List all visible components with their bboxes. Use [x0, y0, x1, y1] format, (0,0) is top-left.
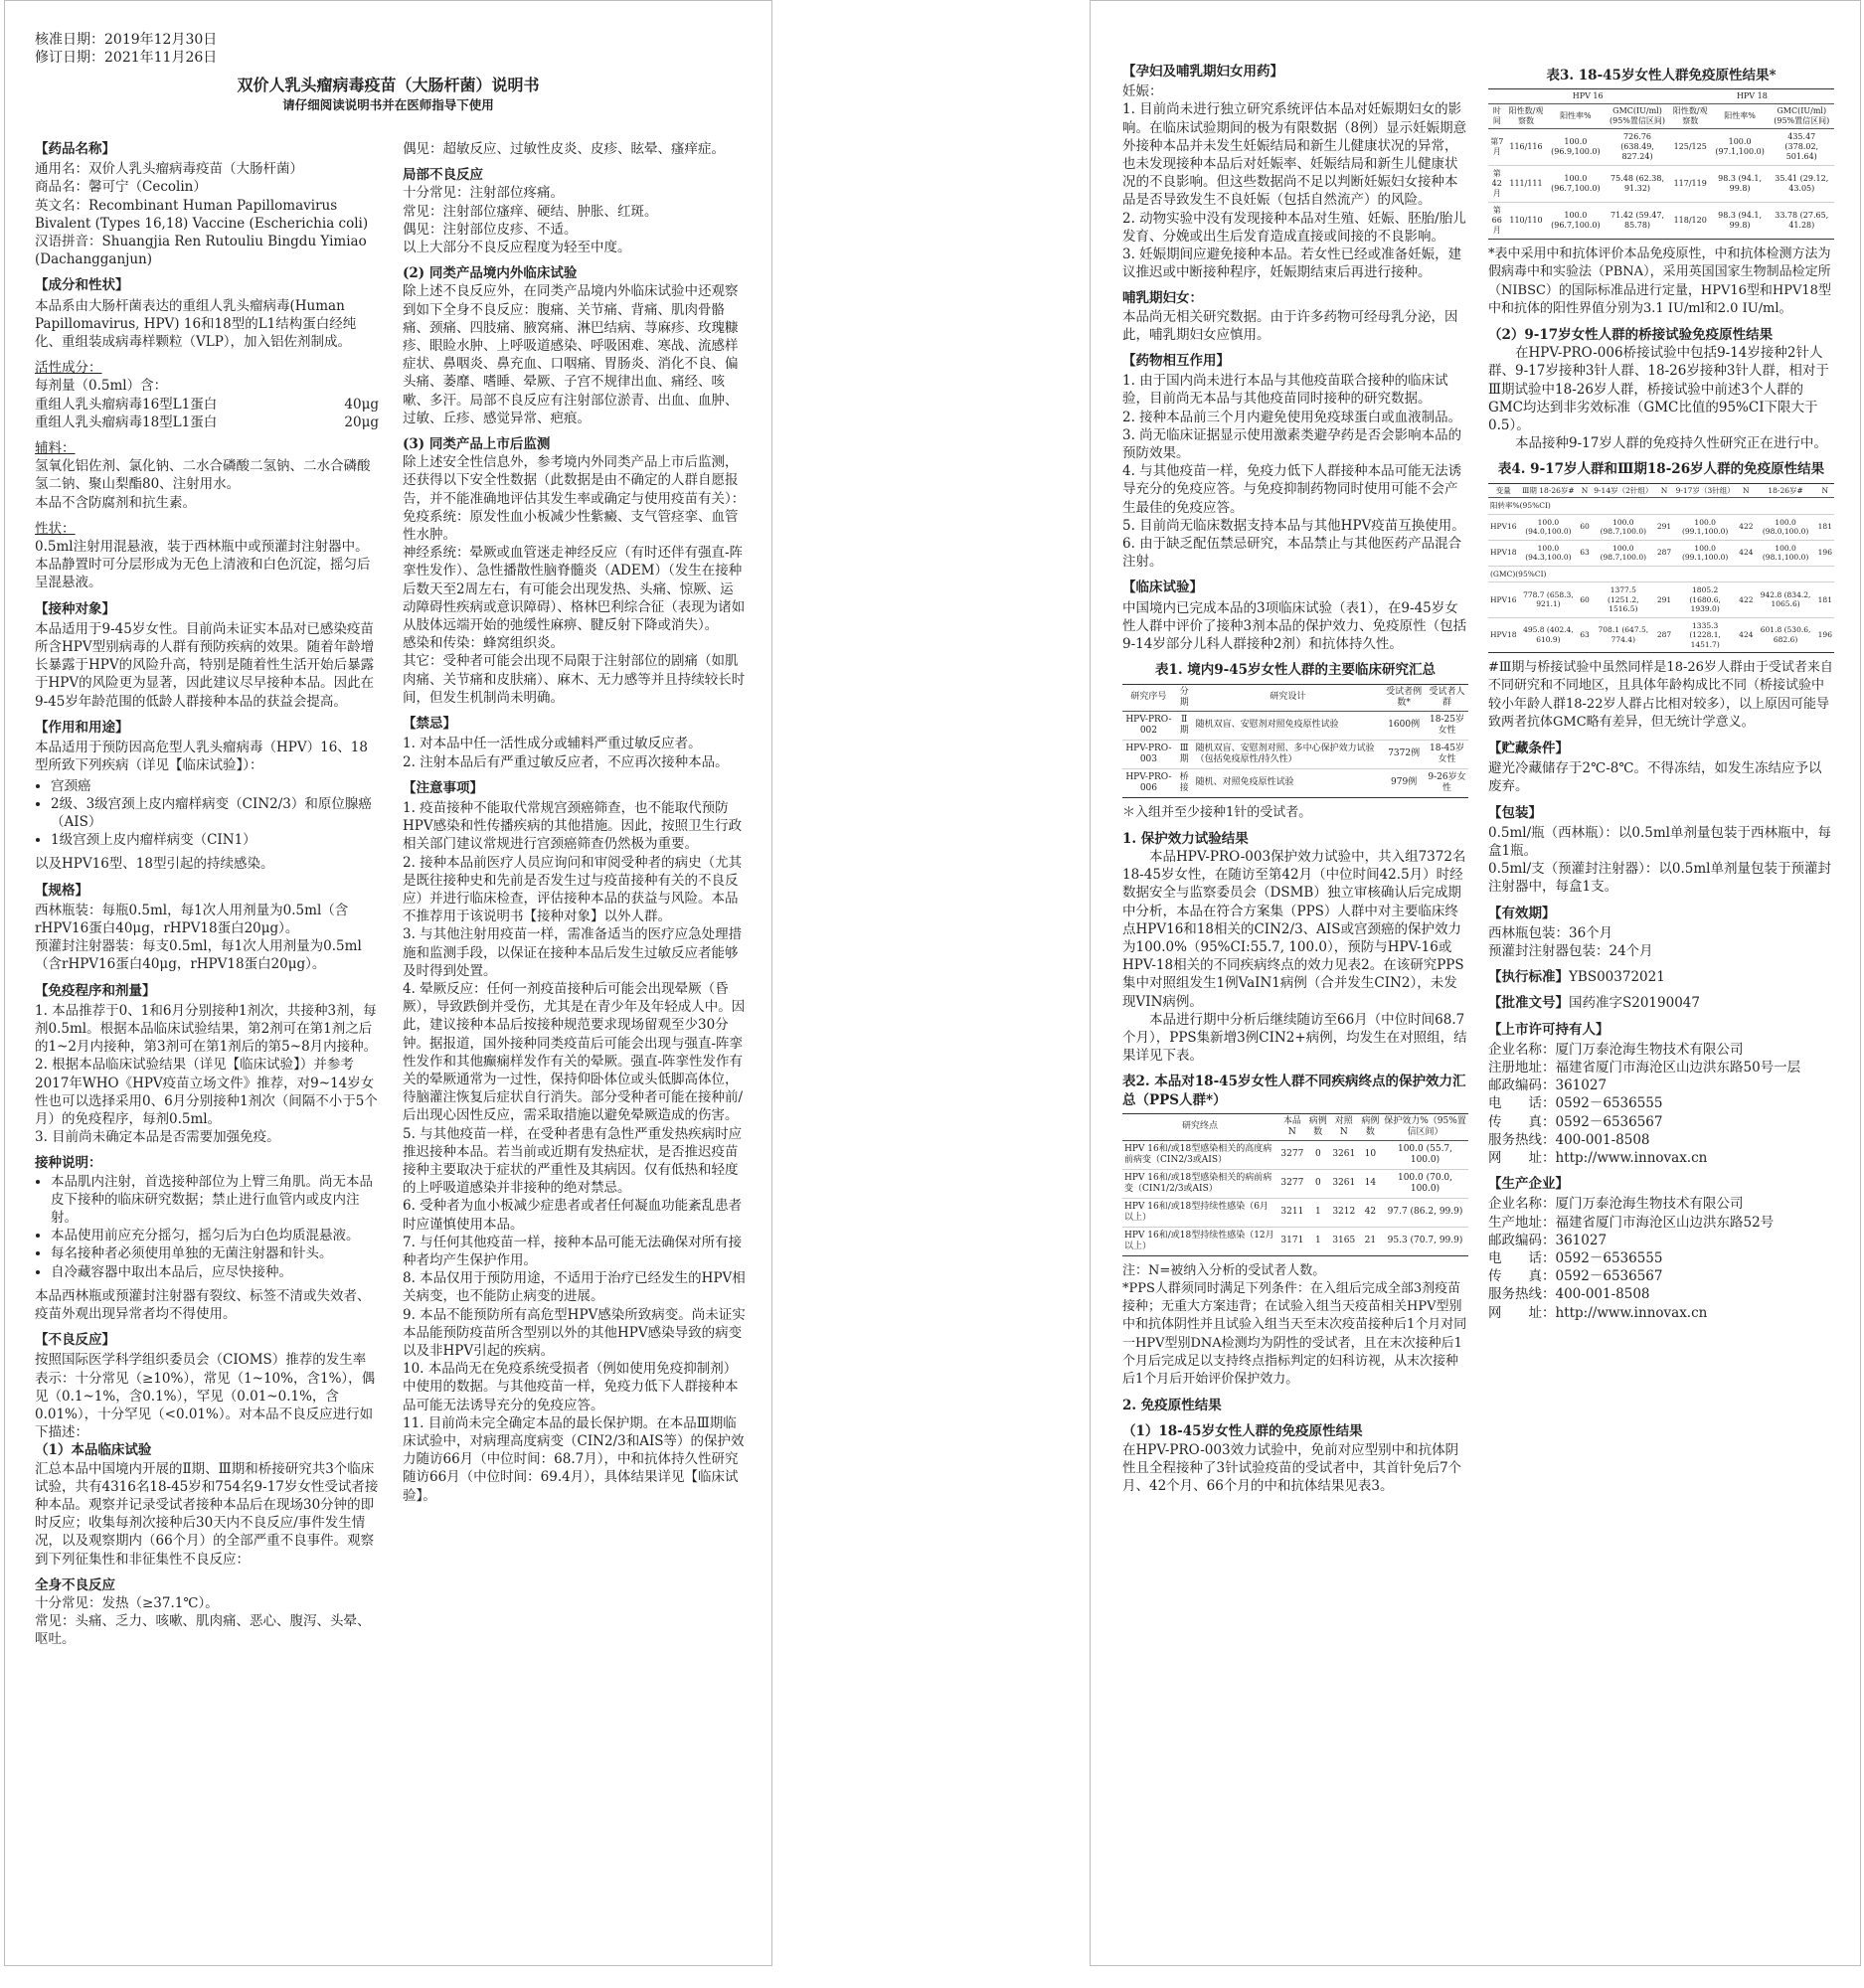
use-after: 以及HPV16型、18型引起的持续感染。 — [35, 856, 274, 873]
table2-note-1: 注：N=被纳入分析的受试者人数。 — [1122, 1262, 1326, 1278]
section-validity-heading: 【有效期】 — [1488, 905, 1556, 921]
maker-hotline: 服务热线：400-001-8508 — [1488, 1286, 1650, 1303]
interaction-item: 4. 与其他疫苗一样，免疫力低下人群接种本品可能无法诱导充分的免疫应答。与免疫抑制药物同时使用可能不会产生最佳的免疫应答。 — [1122, 463, 1462, 516]
table-cell: 95.3 (70.7, 99.9) — [1382, 1227, 1468, 1255]
table1-title: 表1. 境内9-45岁女性人群的主要临床研究汇总 — [1154, 662, 1437, 679]
left-leaflet-page — [4, 0, 772, 1966]
local-4: 以上大部分不良反应程度为轻至中度。 — [403, 240, 631, 256]
table4-header: N — [1737, 483, 1755, 498]
bridge-p2: 本品接种9-17岁人群的免疫持久性研究正在进行中。 — [1515, 435, 1827, 452]
properties-text-1: 0.5ml注射用混悬液，装于西林瓶中或预灌封注射器中。 — [35, 539, 369, 556]
table-cell: 435.47 (378.02, 501.64) — [1770, 129, 1835, 166]
table-cell: HPV-PRO-003 — [1122, 740, 1175, 768]
section-contra-heading: 【禁忌】 — [403, 716, 456, 733]
use-text: 本品适用于预防因高危型人乳头瘤病毒（HPV）16、18型所致下列疾病（详见【临床试验】）： — [35, 740, 368, 774]
table-cell: 942.8 (834.2, 1065.6) — [1756, 582, 1816, 618]
table-row — [1122, 1169, 1468, 1198]
dose-line: 每剂量（0.5ml）含： — [35, 378, 168, 395]
table-cell: 3261 — [1329, 1169, 1359, 1198]
table-cell: 97.7 (86.2, 99.9) — [1382, 1198, 1468, 1227]
active-18 — [35, 414, 379, 431]
section-use-heading: 【作用和用途】 — [35, 719, 129, 736]
table-cell: 100.0 (99.1,100.0) — [1673, 540, 1737, 566]
table-cell: 116/116 — [1506, 129, 1547, 166]
table-cell: 3212 — [1329, 1198, 1359, 1227]
table2 — [1122, 1113, 1468, 1256]
table-cell: 75.48 (62.38, 91.32) — [1605, 166, 1669, 203]
interaction-item: 5. 目前尚无临床数据支持本品与其他HPV疫苗互换使用。 — [1122, 517, 1465, 534]
table-cell: 随机双盲、安慰剂对照、多中心保护效力试验（包括免疫原性/持久性） — [1194, 740, 1383, 768]
holder-zip: 邮政编码：361027 — [1488, 1077, 1608, 1094]
table-cell: Ⅲ期 — [1175, 740, 1194, 768]
adverse-s2-heading: (2) 同类产品境内外临床试验 — [403, 265, 578, 282]
table3-header: 阳性数/观察数 — [1670, 104, 1711, 129]
table3-note: *表中采用中和抗体评价本品免疫原性，中和抗体检测方法为假病毒中和实验法（PBNA），采用英国国家生物制品检定所（NIBSC）的国际标准品进行定量，HPV16型和HPV18型中和抗体的阳性界值分别为3.1 IU/ml和2.0 IU/ml。 — [1488, 247, 1831, 316]
use-item: • 1级宫颈上皮内瘤样病变（CIN1） — [51, 831, 379, 849]
instruction-item: • 每名接种者必须使用单独的无菌注射器和针头。 — [51, 1244, 379, 1262]
section-interaction-heading: 【药物相互作用】 — [1122, 353, 1230, 370]
table-cell: 随机、对照免疫原性试验 — [1194, 768, 1383, 797]
table-cell: 随机双盲、安慰剂对照免疫原性试验 — [1194, 711, 1383, 740]
table-cell: 601.8 (530.6, 682.6) — [1756, 617, 1816, 653]
section-approval-heading: 【批准文号】 — [1488, 995, 1569, 1012]
table2-title: 表2. 本品对18-45岁女性人群不同疾病终点的保护效力汇总（PPS人群*） — [1122, 1074, 1466, 1108]
contra-item: 2. 注射本品后有严重过敏反应者，不应再次接种本品。 — [403, 753, 729, 770]
table-cell: 98.3 (94.1, 99.8) — [1711, 203, 1770, 240]
adverse-s3-heading: (3) 同类产品上市后监测 — [403, 436, 551, 453]
adverse-s3-text-5: 其它：受种者可能会出现不局限于注射部位的剧痛（如肌肉痛、关节痛和皮肤痛）、麻木、无力感等并且持续较长时间，但发生机制尚未明确。 — [403, 653, 746, 706]
right-leaflet-page — [1090, 0, 1861, 1966]
interaction-item: 2. 接种本品前三个月内避免使用免疫球蛋白或血液制品。 — [1122, 409, 1462, 425]
table4-title: 表4. 9-17岁人群和Ⅲ期18-26岁人群的免疫原性结果 — [1497, 461, 1825, 478]
holder-address: 注册地址：福建省厦门市海沧区山边洪东路50号一层 — [1488, 1060, 1801, 1076]
table4-header: 18-26岁# — [1756, 483, 1816, 498]
package-syringe: 0.5ml/支（预灌封注射器）：以0.5ml单剂量包装于预灌封注射器中，每盒1支。 — [1488, 861, 1831, 896]
table-row — [1488, 129, 1834, 166]
table-cell: 10 — [1359, 1140, 1382, 1169]
table-cell: 18-45岁女性 — [1426, 740, 1468, 768]
precaution-item: 1. 疫苗接种不能取代常规宫颈癌筛查，也不能取代预防HPV感染和性传播疾病的其他措施。因此，按照卫生行政相关部门建议常规进行宫颈癌筛查仍然极为重要。 — [403, 799, 743, 853]
bridge-p1: 在HPV-PRO-006桥接试验中包括9-14岁接种2针人群、9-17岁接种3针人群、18-26岁接种3针人群，相对于Ⅲ期试验中18-26岁人群，桥接试验中前述3个人群的GMC均达到非劣效标准（GMC比值的95%CI下限大于0.5）。 — [1488, 345, 1829, 434]
table-cell: 100.0 (99.1,100.0) — [1673, 514, 1737, 540]
table-cell: 18-25岁女性 — [1426, 711, 1468, 740]
table-cell: 1 — [1307, 1198, 1329, 1227]
precaution-item: 7. 与任何其他疫苗一样，接种本品可能无法确保对所有接种者均产生保护作用。 — [403, 1234, 743, 1268]
table-cell: 424 — [1737, 540, 1755, 566]
table-cell: 3211 — [1277, 1198, 1307, 1227]
adverse-s1-heading: （1）本品临床试验 — [35, 1442, 152, 1459]
trade-name: 商品名：馨可宁（Cecolin） — [35, 179, 207, 196]
table4-header: 9-14岁（2针组） — [1592, 483, 1655, 498]
bridge-heading: （2）9-17岁女性人群的桥接试验免疫原性结果 — [1488, 327, 1774, 344]
table3-header: GMC(IU/ml)(95%置信区间) — [1605, 104, 1669, 129]
table-cell: 422 — [1737, 514, 1755, 540]
table2-header: 研究终点 — [1122, 1113, 1277, 1140]
table-row — [1488, 514, 1834, 540]
section-storage-heading: 【贮藏条件】 — [1488, 740, 1569, 756]
table1-header: 受试者例数* — [1382, 684, 1426, 711]
section-name-heading: 【药品名称】 — [35, 141, 115, 157]
english-name: 英文名：Recombinant Human Papillomavirus Bivalent (Types 16,18) Vaccine (Escherichia coli) — [35, 197, 369, 232]
table-cell: 100.0 (55.7, 100.0) — [1382, 1140, 1468, 1169]
table-cell: 424 — [1737, 617, 1755, 653]
table1-header: 受试者人群 — [1426, 684, 1468, 711]
table-cell: 100.0 (98.7,100.0) — [1592, 540, 1655, 566]
table-cell: 181 — [1816, 514, 1834, 540]
systemic-1: 十分常见：发热（≥37.1℃）。 — [35, 1595, 219, 1612]
table-cell: 495.8 (402.4, 610.9) — [1519, 617, 1579, 653]
systemic-heading: 全身不良反应 — [35, 1576, 115, 1593]
interaction-item: 6. 由于缺乏配伍禁忌研究，本品禁止与其他医药产品混合注射。 — [1122, 536, 1462, 571]
precaution-item: 9. 本品不能预防所有高危型HPV感染所致病变。尚未证实本品能预防疫苗所含型别以外的其他HPV感染导致的病变以及非HPV引起的疾病。 — [403, 1306, 746, 1359]
table1-header: 研究设计 — [1194, 684, 1383, 711]
target-text: 本品适用于9-45岁女性。目前尚未证实本品对已感染疫苗所含HPV型别病毒的人群有预防疾病的效果。随着年龄增长暴露于HPV的风险升高，特别是随着性生活开始后暴露于HPV的风险更为显著，因此建议尽早接种本品。因此在9-45岁年龄范围的低龄人群接种本品的获益会提高。 — [35, 620, 375, 710]
table-cell: 42 — [1359, 1198, 1382, 1227]
table-cell: 117/119 — [1670, 166, 1711, 203]
table-row — [1488, 617, 1834, 653]
table-cell: 21 — [1359, 1227, 1382, 1255]
local-3: 偶见：注射部位皮疹、不适。 — [403, 221, 578, 238]
table-cell: 9-26岁女性 — [1426, 768, 1468, 797]
table-cell: HPV18 — [1488, 617, 1519, 653]
table-cell: 1377.5 (1251.2, 1516.5) — [1592, 582, 1655, 618]
table-cell: 100.0 (97.1,100.0) — [1711, 129, 1770, 166]
properties-text-2: 本品静置时可分层形成为无色上清液和白色沉淀，摇匀后呈混悬液。 — [35, 557, 371, 591]
table4-section-label: 阳转率%(95%CI) — [1488, 498, 1834, 515]
efficacy-heading: 1. 保护效力试验结果 — [1122, 830, 1249, 847]
table-cell: 196 — [1816, 617, 1834, 653]
table-cell: 3165 — [1329, 1227, 1359, 1255]
table-cell: 60 — [1578, 514, 1592, 540]
holder-website: 网 址：http://www.innovax.cn — [1488, 1150, 1708, 1167]
section-spec-heading: 【规格】 — [35, 882, 88, 899]
contra-item: 1. 对本品中任一活性成分或辅料严重过敏反应者。 — [403, 736, 702, 752]
maker-name: 企业名称：厦门万泰沧海生物技术有限公司 — [1488, 1196, 1744, 1213]
revise-date: 修订日期：2021年11月26日 — [35, 50, 218, 66]
adverse-s1-text: 汇总本品中国境内开展的Ⅱ期、Ⅲ期和桥接研究共3个临床试验，共有4316名18-45岁和754名9-17岁女性受试者接种本品。观察并记录受试者接种本品后在现场30分钟的即时反应；收集每剂次接种后30天内不良反应/事件发生情况，以及观察期内（66个月）的全部严重不良事件。观察到下列征集性和非征集性不良反应： — [35, 1460, 379, 1568]
local-2: 常见：注射部位瘙痒、硬结、肿胀、红斑。 — [403, 203, 658, 220]
maker-website: 网 址：http://www.innovax.cn — [1488, 1304, 1708, 1321]
use-list — [35, 777, 379, 850]
validity-vial: 西林瓶包装：36个月 — [1488, 924, 1613, 941]
table1 — [1122, 684, 1468, 798]
table-cell: 118/120 — [1670, 203, 1711, 240]
document-subtitle: 请仔细阅读说明书并在医师指导下使用 — [282, 97, 494, 112]
table2-header: 病例数 — [1359, 1113, 1382, 1140]
table-cell: 291 — [1655, 582, 1673, 618]
table-cell: 7372例 — [1382, 740, 1426, 768]
immunogenicity-heading: 2. 免疫原性结果 — [1122, 1398, 1222, 1414]
adverse-s3-text-3: 神经系统：晕厥或血管迷走神经反应（有时还伴有强直-阵挛性发作）、急性播散性脑脊髓炎（ADEM）（发生在接种后数天至2周左右，有可能会出现发热、头痛、惊厥、运动障碍性疾病或意识障碍）、格林巴利综合征（表现为诸如从肢体远端开始的弛缓性麻痹、腱反射下降或消失）。 — [403, 545, 746, 634]
holder-fax: 传 真：0592－6536567 — [1488, 1113, 1663, 1130]
table4-header: N — [1655, 483, 1673, 498]
document-title: 双价人乳头瘤病毒疫苗（大肠杆菌）说明书 — [237, 76, 540, 94]
table4 — [1488, 483, 1834, 654]
table-cell: 100.0 (96.7,100.0) — [1546, 166, 1605, 203]
table-cell: HPV 16和/或18型持续性感染（6月以上） — [1122, 1198, 1277, 1227]
schedule-p2: 2. 根据本品临床试验结果（详见【临床试验】）并参考2017年WHO《HPV疫苗立场文件》推荐，对9~14岁女性也可以选择采用0、6月分别接种1剂次（间隔不小于5个月）的免疫程序，每剂0.5ml。 — [35, 1057, 378, 1127]
table3-header: 阳性率% — [1711, 104, 1770, 129]
table3-header: GMC(IU/ml)(95%置信区间) — [1770, 104, 1835, 129]
table-cell: 110/110 — [1506, 203, 1547, 240]
excipients-text: 氢氧化铝佐剂、氯化钠、二水合磷酸二氢钠、二水合磷酸氢二钠、聚山梨酯80、注射用水。 — [35, 458, 371, 493]
table-cell: 979例 — [1382, 768, 1426, 797]
instruction-item: • 本品肌内注射，首选接种部位为上臂三角肌。尚无本品皮下接种的临床研究数据；禁止进行血管内或皮内注射。 — [51, 1173, 379, 1228]
holder-name: 企业名称：厦门万泰沧海生物技术有限公司 — [1488, 1041, 1744, 1058]
date-block — [35, 31, 217, 67]
table-cell: 100.0 (70.0, 100.0) — [1382, 1169, 1468, 1198]
table-cell: 100.0 (94.3,100.0) — [1519, 540, 1579, 566]
table-cell: 3171 — [1277, 1227, 1307, 1255]
table-cell: 14 — [1359, 1169, 1382, 1198]
table-cell: 196 — [1816, 540, 1834, 566]
left-column-1 — [35, 140, 379, 1949]
package-vial: 0.5ml/瓶（西林瓶）：以0.5ml单剂量包装于西林瓶中，每盒1瓶。 — [1488, 824, 1831, 859]
table-cell: HPV-PRO-002 — [1122, 711, 1175, 740]
table-cell: 0 — [1307, 1140, 1329, 1169]
table-cell: HPV16 — [1488, 514, 1519, 540]
table-row — [1488, 582, 1834, 618]
table2-header: 本品 N — [1277, 1113, 1307, 1140]
left-column-2 — [403, 140, 747, 1949]
instruction-item: • 本品使用前应充分摇匀，摇匀后为白色均质混悬液。 — [51, 1227, 379, 1244]
efficacy-p2: 本品进行期中分析后继续随访至66月（中位时间68.7个月），PPS集新增3例CIN2+病例，均发生在对照组，结果详见下表。 — [1122, 1011, 1467, 1065]
table1-header: 分期 — [1175, 684, 1194, 711]
table-row — [1122, 1140, 1468, 1169]
pinyin-name: 汉语拼音：Shuangjia Ren Rutouliu Bingdu Yimiao (Dachangganjun) — [35, 234, 367, 268]
table-row — [1122, 740, 1468, 768]
instructions-list — [35, 1173, 379, 1281]
section-pregnancy-heading: 【孕妇及哺乳期妇女用药】 — [1122, 64, 1283, 80]
right-column-1 — [1122, 63, 1468, 1951]
table2-note-2: *PPS人群须同时满足下列条件：在入组后完成全部3剂疫苗接种；无重大方案违背；在试验入组当天疫苗相关HPV型别中和抗体阴性并且试验入组当天至末次疫苗接种后1个月对同一HPV型别DNA检测均为阴性的受试者，且在末次接种后1个月后完成足以支持终点指标判定的妇科访视，从末次接种后1个月后开始评价保护效力。 — [1122, 1280, 1467, 1387]
table2-header: 对照 N — [1329, 1113, 1359, 1140]
systemic-2: 常见：头痛、乏力、咳嗽、肌肉痛、恶心、腹泻、头晕、呕吐。 — [35, 1613, 371, 1648]
active-18-label: 重组人乳头瘤病毒18型L1蛋白 — [35, 414, 218, 430]
section-adverse-heading: 【不良反应】 — [35, 1332, 115, 1349]
table-cell: 100.0 (98.1,100.0) — [1756, 540, 1816, 566]
table2-header: 病例数 — [1307, 1113, 1329, 1140]
table-row — [1488, 166, 1834, 203]
active-16-label: 重组人乳头瘤病毒16型L1蛋白 — [35, 396, 218, 413]
maker-fax: 传 真：0592－6536567 — [1488, 1268, 1663, 1285]
interaction-item: 1. 由于国内尚未进行本品与其他疫苗联合接种的临床试验，目前尚无本品与其他疫苗同时接种的研究数据。 — [1122, 373, 1448, 408]
table-cell: 98.3 (94.1, 99.8) — [1711, 166, 1770, 203]
table-cell: 1600例 — [1382, 711, 1426, 740]
schedule-p3: 3. 目前尚未确定本品是否需要加强免疫。 — [35, 1129, 280, 1146]
table-cell: 291 — [1655, 514, 1673, 540]
precaution-item: 3. 与其他注射用疫苗一样，需准备适当的医疗应急处理措施和监测手段，以保证在接种本品后发生过敏反应者能够及时得到处置。 — [403, 926, 743, 979]
maker-tel: 电 话：0592－6536555 — [1488, 1250, 1663, 1267]
table4-section-label: (GMC)(95%CI) — [1488, 566, 1834, 582]
table-cell: 3277 — [1277, 1140, 1307, 1169]
right-column-2 — [1488, 63, 1834, 1951]
table-cell: 第7月 — [1488, 129, 1506, 166]
table-cell: 125/125 — [1670, 129, 1711, 166]
table4-note: #Ⅲ期与桥接试验中虽然同样是18-26岁人群由于受试者来自不同研究和不同地区，且具体年龄构成比不同（桥接试验中较小年龄人群18-22岁人群占比相对较多），以上原因可能导致两者抗体GMC略有差异，但无统计学意义。 — [1488, 660, 1833, 730]
table-cell: HPV16 — [1488, 582, 1519, 618]
section-clinical-heading: 【临床试验】 — [1122, 580, 1203, 596]
spec-vial: 西林瓶装：每瓶0.5ml，每1次人用剂量为0.5ml（含rHPV16蛋白40μg，rHPV18蛋白20μg）。 — [35, 902, 349, 936]
table-cell: 100.0 (98.7,100.0) — [1592, 514, 1655, 540]
table-cell: HPV 16和/或18型感染相关的高度病前病变（CIN2/3或AIS） — [1122, 1140, 1277, 1169]
section-package-heading: 【包装】 — [1488, 804, 1542, 821]
schedule-p1: 1. 本品推荐于0、1和6月分别接种1剂次，共接种3剂，每剂0.5ml。根据本品临床试验结果，第2剂可在第1剂之后的1~2月内接种，第3剂可在第1剂后的第5~8月内接种。 — [35, 1002, 378, 1056]
table-cell: 708.1 (647.5, 774.4) — [1592, 617, 1655, 653]
table-cell: 726.76 (638.49, 827.24) — [1605, 129, 1669, 166]
composition-text: 本品系由大肠杆菌表达的重组人乳头瘤病毒(Human Papillomavirus, HPV) 16和18型的L1结构蛋白经纯化、重组装成病毒样颗粒（VLP），加入铝佐剂制成。 — [35, 297, 357, 351]
table-cell: 35.41 (29.12, 43.05) — [1770, 166, 1835, 203]
table-cell: 1335.3 (1228.1, 1451.7) — [1673, 617, 1737, 653]
use-item: • 2级、3级宫颈上皮内瘤样病变（CIN2/3）和原位腺癌（AIS） — [51, 795, 379, 831]
table-cell: 100.0 (94.0,100.0) — [1519, 514, 1579, 540]
adverse-s3-text-2: 免疫系统：原发性血小板减少性紫癜、支气管痉挛、血管性水肿。 — [403, 508, 739, 544]
table1-header: 研究序号 — [1122, 684, 1175, 711]
table-cell: 0 — [1307, 1169, 1329, 1198]
table2-header: 保护效力%（95%置信区间） — [1382, 1113, 1468, 1140]
precaution-item: 4. 晕厥反应：任何一剂疫苗接种后可能会出现晕厥（昏厥），导致跌倒并受伤，尤其是在青少年及年轻成人中。因此，建议接种本品后按接种规范要求现场留观至少30分钟。据报道，国外接种同类疫苗后可能会出现与强直-阵挛性发作和其他癫痫样发作有关的晕厥。强直-阵挛性发作有关的晕厥通常为一过性，保持仰卧体位或头低脚高体位，待脑灌注恢复后症状自行消失。部分受种者可能在接种前/后出现心因性反应，需采取措施以避免晕厥造成的伤害。 — [403, 980, 746, 1124]
table-row — [1488, 203, 1834, 240]
properties-heading: 性状： — [35, 520, 76, 537]
section-holder-heading: 【上市许可持有人】 — [1488, 1021, 1610, 1038]
table-cell: 100.0 (96.7,100.0) — [1546, 203, 1605, 240]
precaution-item: 5. 与其他疫苗一样，在受种者患有急性严重发热疾病时应推迟接种本品。若当前或近期有发热症状，是否推迟疫苗接种主要取决于症状的严重性及其病因。仅有低热和轻度的上呼吸道感染并非接种的绝对禁忌。 — [403, 1125, 743, 1197]
active-16-value: 40μg — [344, 396, 379, 413]
table-cell: HPV 16和/或18型持续性感染（12月以上） — [1122, 1227, 1277, 1255]
table-row — [1488, 540, 1834, 566]
active-16 — [35, 396, 379, 414]
spec-syringe: 预灌封注射器装：每支0.5ml，每1次人用剂量为0.5ml（含rHPV16蛋白40μg，rHPV18蛋白20μg）。 — [35, 938, 362, 973]
table4-header: 9-17岁（3针组） — [1673, 483, 1737, 498]
local-1: 十分常见：注射部位疼痛。 — [403, 185, 564, 202]
table-cell: 第66月 — [1488, 203, 1506, 240]
table-cell: HPV-PRO-006 — [1122, 768, 1175, 797]
table-cell: 60 — [1578, 582, 1592, 618]
table-cell: 287 — [1655, 540, 1673, 566]
holder-hotline: 服务热线：400-001-8508 — [1488, 1131, 1650, 1148]
instruction-item: • 自冷藏容器中取出本品后，应尽快接种。 — [51, 1263, 379, 1281]
table-cell: Ⅱ期 — [1175, 711, 1194, 740]
no-preservative: 本品不含防腐剂和抗生素。 — [35, 494, 196, 511]
table3-group: HPV 18 — [1670, 89, 1834, 104]
table3-title: 表3. 18-45岁女性人群免疫原性结果* — [1546, 68, 1777, 83]
table-cell: 63 — [1578, 540, 1592, 566]
lactation-heading: 哺乳期妇女： — [1122, 290, 1203, 307]
table-cell: 3261 — [1329, 1140, 1359, 1169]
clinical-text: 中国境内已完成本品的3项临床试验（表1），在9-45岁女性人群中评价了接种3剂本品的保护效力、免疫原性（包括9-14岁部分儿科人群接种2剂）和抗体持久性。 — [1122, 599, 1467, 653]
table-cell: 1805.2 (1680.6, 1939.0) — [1673, 582, 1737, 618]
maker-zip: 邮政编码：361027 — [1488, 1232, 1608, 1248]
table3 — [1488, 88, 1834, 240]
table-row — [1122, 768, 1468, 797]
precaution-item: 8. 本品仅用于预防用途，不适用于治疗已经发生的HPV相关病变，也不能防止病变的进展。 — [403, 1270, 746, 1305]
section-maker-heading: 【生产企业】 — [1488, 1176, 1569, 1193]
generic-name: 通用名：双价人乳头瘤病毒疫苗（大肠杆菌） — [35, 161, 303, 178]
table4-header: N — [1816, 483, 1834, 498]
table-cell: 100.0 (96.9,100.0) — [1546, 129, 1605, 166]
table4-header: 变量 — [1488, 483, 1519, 498]
maker-address: 生产地址：福建省厦门市海沧区山边洪东路52号 — [1488, 1214, 1775, 1231]
immunogenicity-sub-1: （1）18-45岁女性人群的免疫原性结果 — [1122, 1423, 1363, 1440]
adverse-text: 按照国际医学科学组织委员会（CIOMS）推荐的发生率表示：十分常见（≥10%），常见（1~10%，含1%），偶见（0.1~1%，含0.1%），罕见（0.01~0.1%，含0.01%），十分罕见（<0.01%）。对本品不良反应进行如下描述： — [35, 1352, 376, 1441]
excipients-heading: 辅料： — [35, 440, 76, 457]
standard-value: YBS00372021 — [1569, 969, 1665, 986]
precaution-item: 10. 本品尚无在免疫系统受损者（例如使用免疫抑制剂）中使用的数据。与其他疫苗一样，免疫力低下人群接种本品可能无法诱导充分的免疫应答。 — [403, 1361, 739, 1413]
table3-header: 阳性数/观察数 — [1506, 104, 1547, 129]
table-cell: 第42月 — [1488, 166, 1506, 203]
active-18-value: 20μg — [344, 414, 379, 430]
table-cell: 111/111 — [1506, 166, 1547, 203]
table-cell: HPV 16和/或18型感染相关的病前病变（CIN1/2/3或AIS） — [1122, 1169, 1277, 1198]
table-cell: 71.42 (59.47, 85.78) — [1605, 203, 1669, 240]
table-row — [1122, 1198, 1468, 1227]
approve-date: 核准日期：2019年12月30日 — [35, 32, 218, 48]
table-cell: 100.0 (98.0,100.0) — [1756, 514, 1816, 540]
active-ingredients-heading: 活性成分： — [35, 360, 102, 377]
adverse-s2-text: 除上述不良反应外，在同类产品境内外临床试验中还观察到如下全身不良反应：腹痛、关节痛、背痛、肌肉骨骼痛、颈痛、四肢痛、腋窝痛、淋巴结病、荨麻疹、玫瑰糠疹、眼睑水肿、上呼吸道感染、呼吸困难、寒战、流感样症状、鼻咽炎、鼻充血、口咽痛、胃肠炎、消化不良、偏头痛、萎靡、嗜睡、晕厥、子宫不规律出血、痛经、咳嗽、多汗。局部不良反应有注射部位淤青、出血、血肿、过敏、丘疹、感觉异常、疤痕。 — [403, 283, 739, 426]
storage-text: 避光冷藏储存于2℃-8℃。不得冻结，如发生冻结应予以废弃。 — [1488, 760, 1822, 795]
adverse-s3-text-4: 感染和传染：蜂窝组织炎。 — [403, 635, 564, 652]
table-row — [1122, 1227, 1468, 1255]
table4-header: Ⅲ期 18-26岁# — [1519, 483, 1579, 498]
precaution-item: 11. 目前尚未完全确定本品的最长保护期。在本品Ⅲ期临床试验中，对病理高度病变（CIN2/3和AIS等）的保护效力随访66月（中位时间：68.7月），中和抗体持久性研究随访66月（中位时间：69.4月），具体结果详见【临床试验】。 — [403, 1414, 745, 1504]
table-cell: 桥接 — [1175, 768, 1194, 797]
pregnancy-item: 3. 妊娠期间应避免接种本品。若女性已经或准备妊娠，建议推迟或中断接种程序，妊娠期结束后再进行接种。 — [1122, 247, 1462, 281]
section-precautions-heading: 【注意事项】 — [403, 779, 483, 796]
pregnancy-item: 1. 目前尚未进行独立研究系统评估本品对妊娠期妇女的影响。在临床试验期间的极为有限数据（8例）显示妊娠期意外接种本品并未发生妊娠结局和新生儿健康状况的异常，也未发现接种本品后对妊娠率、妊娠结局和新生儿健康状况的不良影响。但这些数据尚不足以判断妊娠妇女接种本品是否导致发生不良妊娠（包括自然流产）的风险。 — [1122, 101, 1467, 209]
section-composition-heading: 【成分和性状】 — [35, 277, 129, 294]
table4-header: N — [1578, 483, 1592, 498]
table-cell: 63 — [1578, 617, 1592, 653]
efficacy-p1: 本品HPV-PRO-003保护效力试验中，共入组7372名18-45岁女性，在随访至第42月（中位时间42.5月）时经数据安全与监察委员会（DSMB）独立审核确认后完成期中分析，本品在符合方案集（PPS）人群中对主要临床终点HPV16和18相关的CIN2/3、AIS或宫颈癌的保护效力为100.0%（95%CI:55.7, 100.0），预防与HPV-16或HPV-18相关的不同疾病终点的效力见表2。在该研究PPS集中对照组发生1例VaIN1病例（合并发生CIN2），未发现VIN病例。 — [1122, 848, 1466, 1010]
section-standard-heading: 【执行标准】 — [1488, 969, 1569, 986]
table-cell: 3277 — [1277, 1169, 1307, 1198]
interaction-item: 3. 尚无临床证据显示使用激素类避孕药是否会影响本品的预防效果。 — [1122, 426, 1462, 462]
precaution-item: 6. 受种者为血小板减少症患者或者任何凝血功能紊乱患者时应谨慎使用本品。 — [403, 1198, 743, 1233]
table-cell: 1 — [1307, 1227, 1329, 1255]
pregnancy-item: 2. 动物实验中没有发现接种本品对生殖、妊娠、胚胎/胎儿发育、分娩或出生后发育造成直接或间接的不良影响。 — [1122, 210, 1466, 245]
table1-note: ＊入组并至少接种1针的受试者。 — [1122, 804, 1312, 820]
validity-syringe: 预灌封注射器包装：24个月 — [1488, 942, 1653, 959]
section-schedule-heading: 【免疫程序和剂量】 — [35, 982, 156, 999]
table3-group: HPV 16 — [1506, 89, 1670, 104]
table3-header: 时间 — [1488, 104, 1506, 129]
holder-tel: 电 话：0592－6536555 — [1488, 1095, 1663, 1112]
precaution-item: 2. 接种本品前医疗人员应询问和审阅受种者的病史（尤其是既往接种史和先前是否发生过与疫苗接种有关的不良反应）并进行临床检查，评估接种本品的获益与风险。本品不推荐用于该说明书【接种对象】以外人群。 — [403, 854, 743, 925]
table-cell: HPV18 — [1488, 540, 1519, 566]
table3-header: 阳性率% — [1546, 104, 1605, 129]
systemic-3: 偶见：超敏反应、过敏性皮炎、皮疹、眩晕、瘙痒症。 — [403, 141, 725, 157]
table-cell: 33.78 (27.65, 41.28) — [1770, 203, 1835, 240]
use-item: • 宫颈癌 — [51, 777, 379, 795]
instructions-heading: 接种说明： — [35, 1155, 102, 1172]
table-row — [1122, 711, 1468, 740]
table-cell: 287 — [1655, 617, 1673, 653]
local-heading: 局部不良反应 — [403, 167, 483, 184]
pregnancy-sub: 妊娠： — [1122, 83, 1163, 100]
table-cell: 181 — [1816, 582, 1834, 618]
table-cell: 778.7 (658.3, 921.1) — [1519, 582, 1579, 618]
table-cell: 422 — [1737, 582, 1755, 618]
section-target-heading: 【接种对象】 — [35, 600, 115, 617]
immunogenicity-text: 在HPV-PRO-003效力试验中，免前对应型别中和抗体阴性且全程接种了3针试验疫苗的受试者中，其首针免后7个月、42个月、66个月的中和抗体结果见表3。 — [1122, 1441, 1462, 1494]
lactation-text: 本品尚无相关研究数据。由于许多药物可经母乳分泌，因此，哺乳期妇女应慎用。 — [1122, 308, 1458, 343]
instructions-after: 本品西林瓶或预灌封注射器有裂纹、标签不清或失效者、疫苗外观出现异常者均不得使用。 — [35, 1287, 371, 1322]
approval-value: 国药准字S20190047 — [1569, 995, 1700, 1012]
adverse-s3-text-1: 除上述安全性信息外，参考境内外同类产品上市后监测，还获得以下安全性数据（此数据是由不确定的人群自愿报告，并不能准确地评估其发生率或确定与使用疫苗有关）： — [403, 454, 746, 507]
